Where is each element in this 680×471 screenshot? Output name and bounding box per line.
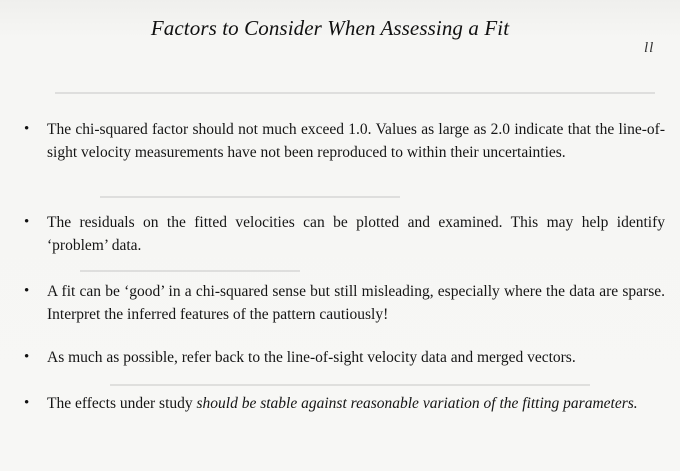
bleed-through-line xyxy=(55,92,655,94)
bullet-text-italic: should be stable against reasonable variation of the fitting parameters. xyxy=(196,395,638,412)
bullet-text: A fit can be ‘good’ in a chi-squared sense but still misleading, especially where the data are sparse. Interpret the inferred features of the pattern cautiously! xyxy=(47,283,665,323)
bullet-text xyxy=(47,392,665,415)
handwritten-page-mark: ll xyxy=(644,40,655,56)
bullet-text: The chi-squared factor should not much exceed 1.0. Values as large as 2.0 indicate that the line-of-sight velocity measurements have not been reproduced to within their uncertainties. xyxy=(47,121,665,161)
bleed-through-line xyxy=(80,270,300,272)
slide-title: Factors to Consider When Assessing a Fit xyxy=(150,16,510,40)
bullet-dot-icon: • xyxy=(24,395,30,411)
bleed-through-line xyxy=(110,384,590,386)
bullet-text: As much as possible, refer back to the line-of-sight velocity data and merged vectors. xyxy=(47,349,576,366)
bullet-dot-icon: • xyxy=(24,283,30,299)
bullet-dot-icon: • xyxy=(24,121,30,137)
bleed-through-line xyxy=(100,196,400,198)
bullet-text: The residuals on the fitted velocities can be plotted and examined. This may help identify ‘problem’ data. xyxy=(47,214,665,254)
bullet-dot-icon: • xyxy=(24,214,30,230)
bullet-dot-icon: • xyxy=(24,349,30,365)
bullet-text-plain: The effects under study xyxy=(47,395,197,412)
